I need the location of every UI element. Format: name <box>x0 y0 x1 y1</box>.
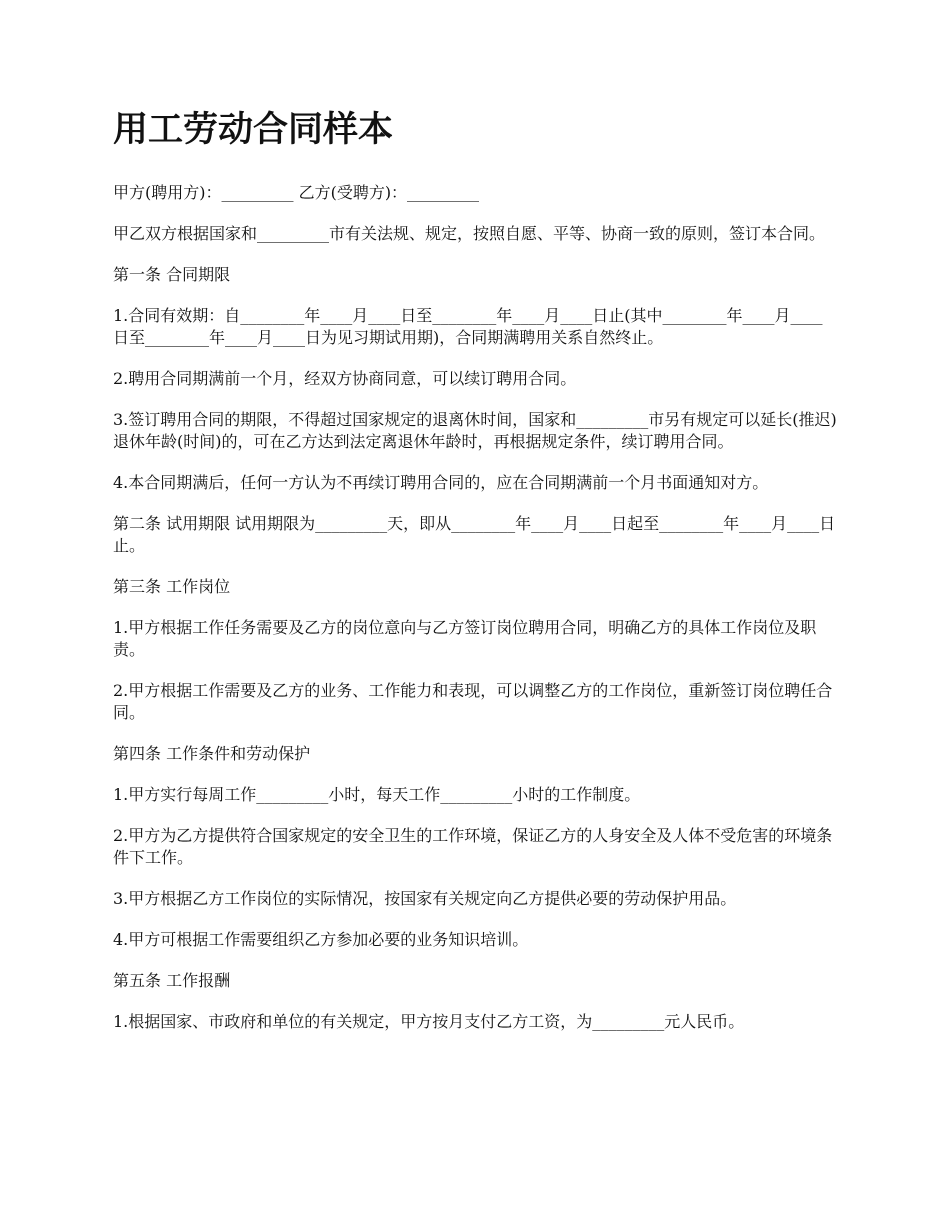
article-1-item-4: 4.本合同期满后，任何一方认为不再续订聘用合同的，应在合同期满前一个月书面通知对方。 <box>113 473 769 493</box>
article-1-item-3: 3.签订聘用合同的期限，不得超过国家规定的退离休时间，国家和_________市另有规定可以延长(推迟)退休年龄(时间)的，可在乙方达到法定离退休年龄时，再根据规定条件，续订聘用合同。 <box>113 410 837 452</box>
article-3-item-2: 2.甲方根据工作需要及乙方的业务、工作能力和表现，可以调整乙方的工作岗位，重新签订岗位聘任合同。 <box>113 681 833 723</box>
article-4-item-1: 1.甲方实行每周工作_________小时，每天工作_________小时的工作制度。 <box>113 785 641 805</box>
article-5-item-1: 1.根据国家、市政府和单位的有关规定，甲方按月支付乙方工资，为_________元人民币。 <box>113 1012 745 1032</box>
document-title: 用工劳动合同样本 <box>113 110 394 150</box>
article-4-item-3: 3.甲方根据乙方工作岗位的实际情况，按国家有关规定向乙方提供必要的劳动保护用品。 <box>113 889 737 909</box>
intro-paragraph: 甲乙双方根据国家和_________市有关法规、规定，按照自愿、平等、协商一致的原则，签订本合同。 <box>113 224 826 244</box>
article-1-item-1: 1.合同有效期：自________年____月____日至________年____月____日止(其中________年____月____日至________年____月____日为见习期试用期)，合同期满聘用关系自然终止。 <box>113 306 823 348</box>
article-3-item-1: 1.甲方根据工作任务需要及乙方的岗位意向与乙方签订岗位聘用合同，明确乙方的具体工作岗位及职责。 <box>113 618 817 660</box>
article-1-heading: 第一条 合同期限 <box>113 265 231 285</box>
article-4-heading: 第四条 工作条件和劳动保护 <box>113 744 311 764</box>
party-line: 甲方(聘用方)：_________ 乙方(受聘方)：_________ <box>113 183 480 203</box>
contract-page <box>113 110 838 1052</box>
article-3-heading: 第三条 工作岗位 <box>113 577 231 597</box>
article-4-item-4: 4.甲方可根据工作需要组织乙方参加必要的业务知识培训。 <box>113 930 529 950</box>
article-5-heading: 第五条 工作报酬 <box>113 971 231 991</box>
article-2-paragraph: 第二条 试用期限 试用期限为_________天，即从________年____月____日起至________年____月____日止。 <box>113 514 836 556</box>
article-1-item-2: 2.聘用合同期满前一个月，经双方协商同意，可以续订聘用合同。 <box>113 369 577 389</box>
article-4-item-2: 2.甲方为乙方提供符合国家规定的安全卫生的工作环境，保证乙方的人身安全及人体不受危害的环境条件下工作。 <box>113 826 833 868</box>
